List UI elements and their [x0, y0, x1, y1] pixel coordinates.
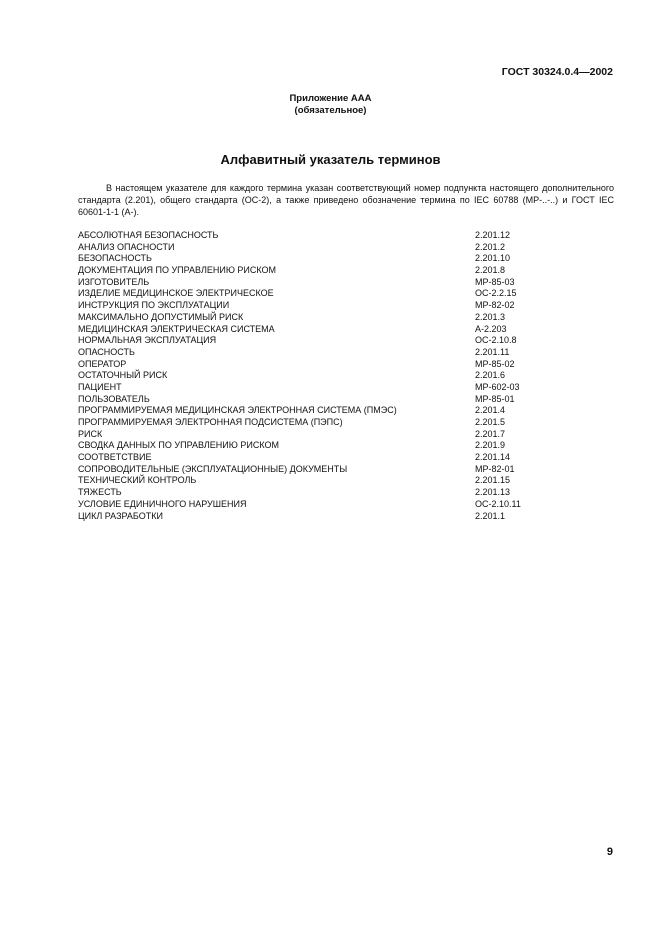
term-name: ЦИКЛ РАЗРАБОТКИ	[78, 510, 163, 521]
term-row	[78, 440, 614, 452]
term-reference: 2.201.1	[475, 510, 506, 521]
term-row	[78, 347, 614, 359]
term-row	[78, 242, 614, 254]
term-row	[78, 335, 614, 347]
term-reference: 2.201.10	[475, 253, 511, 264]
page-number: 9	[606, 846, 613, 858]
term-name: ПАЦИЕНТ	[78, 381, 122, 392]
term-row	[78, 394, 614, 406]
term-row	[78, 370, 614, 382]
term-name: АНАЛИЗ ОПАСНОСТИ	[78, 241, 175, 252]
term-row	[78, 464, 614, 476]
term-row	[78, 359, 614, 371]
term-name: ПРОГРАММИРУЕМАЯ ЭЛЕКТРОННАЯ ПОДСИСТЕМА (ПЭПС)	[78, 417, 343, 427]
term-row	[78, 499, 614, 511]
term-reference: А-2.203	[475, 323, 507, 334]
term-name: ТЕХНИЧЕСКИЙ КОНТРОЛЬ	[78, 475, 197, 486]
term-row	[78, 382, 614, 394]
term-row	[78, 265, 614, 277]
term-reference: 2.201.13	[475, 487, 511, 498]
term-reference: ОС-2.2.15	[475, 288, 517, 299]
term-name: ОСТАТОЧНЫЙ РИСК	[78, 370, 168, 381]
term-reference: 2.201.7	[475, 428, 506, 439]
term-reference: 2.201.3	[475, 311, 506, 322]
term-reference: МР-85-02	[475, 358, 515, 369]
term-reference: МР-85-01	[475, 393, 515, 404]
term-name: ИЗДЕЛИЕ МЕДИЦИНСКОЕ ЭЛЕКТРИЧЕСКОЕ	[78, 288, 274, 299]
term-name: ПОЛЬЗОВАТЕЛЬ	[78, 393, 150, 404]
standard-code: ГОСТ 30324.0.4—2002	[501, 66, 613, 78]
term-name: НОРМАЛЬНАЯ ЭКСПЛУАТАЦИЯ	[78, 335, 217, 346]
term-name: СОПРОВОДИТЕЛЬНЫЕ (ЭКСПЛУАТАЦИОННЫЕ) ДОКУМЕНТЫ	[78, 463, 348, 474]
term-name: РИСК	[78, 428, 103, 439]
term-name: МЕДИЦИНСКАЯ ЭЛЕКТРИЧЕСКАЯ СИСТЕМА	[78, 323, 275, 334]
term-reference: 2.201.11	[475, 346, 510, 357]
terms-index	[78, 230, 614, 522]
term-row	[78, 417, 614, 429]
term-row	[78, 324, 614, 336]
term-reference: 2.201.12	[475, 230, 511, 240]
intro-paragraph: В настоящем указателе для каждого термина указан соответствующий номер подпункта настоящего дополнительного стандарта (2.201), общего стандарта (ОС-2), а также приведено обозначение термина по IEC 60788 (МР-..-..) и ГОСТ IEC 60601-1-1 (А-).	[78, 183, 614, 217]
term-reference: ОС-2.10.8	[475, 335, 517, 346]
term-row	[78, 487, 614, 499]
term-name: ОПАСНОСТЬ	[78, 346, 135, 357]
term-row	[78, 452, 614, 464]
term-row	[78, 230, 614, 242]
term-name: ИЗГОТОВИТЕЛЬ	[78, 276, 150, 287]
term-reference: 2.201.4	[475, 405, 506, 416]
term-name: ТЯЖЕСТЬ	[78, 487, 122, 498]
term-reference: ОС-2.10.11	[475, 498, 521, 509]
term-row	[78, 405, 614, 417]
term-reference: МР-85-03	[475, 276, 515, 287]
term-row	[78, 288, 614, 300]
term-reference: 2.201.9	[475, 440, 506, 451]
term-reference: 2.201.5	[475, 417, 506, 427]
term-name: СООТВЕТСТВИЕ	[78, 452, 152, 463]
appendix-title: Приложение ААА	[289, 93, 372, 104]
term-reference: МР-82-01	[475, 463, 515, 474]
term-reference: 2.201.8	[475, 265, 506, 276]
term-name: УСЛОВИЕ ЕДИНИЧНОГО НАРУШЕНИЯ	[78, 498, 247, 509]
term-name: МАКСИМАЛЬНО ДОПУСТИМЫЙ РИСК	[78, 311, 244, 322]
term-row	[78, 277, 614, 289]
term-row	[78, 300, 614, 312]
section-title: Алфавитный указатель терминов	[220, 152, 441, 167]
term-name: СВОДКА ДАННЫХ ПО УПРАВЛЕНИЮ РИСКОМ	[78, 440, 279, 451]
term-row	[78, 253, 614, 265]
appendix-heading	[0, 93, 661, 117]
term-name: ИНСТРУКЦИЯ ПО ЭКСПЛУАТАЦИИ	[78, 300, 230, 311]
term-reference: 2.201.6	[475, 370, 506, 381]
term-reference: 2.201.15	[475, 475, 511, 486]
term-reference: 2.201.2	[475, 241, 506, 252]
term-name: АБСОЛЮТНАЯ БЕЗОПАСНОСТЬ	[78, 230, 219, 240]
term-name: ОПЕРАТОР	[78, 358, 127, 369]
term-name: БЕЗОПАСНОСТЬ	[78, 253, 152, 264]
term-name: ПРОГРАММИРУЕМАЯ МЕДИЦИНСКАЯ ЭЛЕКТРОННАЯ СИСТЕМА (ПМЭС)	[78, 405, 397, 416]
term-name: ДОКУМЕНТАЦИЯ ПО УПРАВЛЕНИЮ РИСКОМ	[78, 265, 277, 276]
term-row	[78, 475, 614, 487]
term-row	[78, 312, 614, 324]
term-row	[78, 511, 614, 523]
term-reference: 2.201.14	[475, 452, 511, 463]
appendix-status: (обязательное)	[294, 105, 367, 116]
term-reference: МР-602-03	[475, 381, 520, 392]
term-row	[78, 429, 614, 441]
term-reference: МР-82-02	[475, 300, 515, 311]
